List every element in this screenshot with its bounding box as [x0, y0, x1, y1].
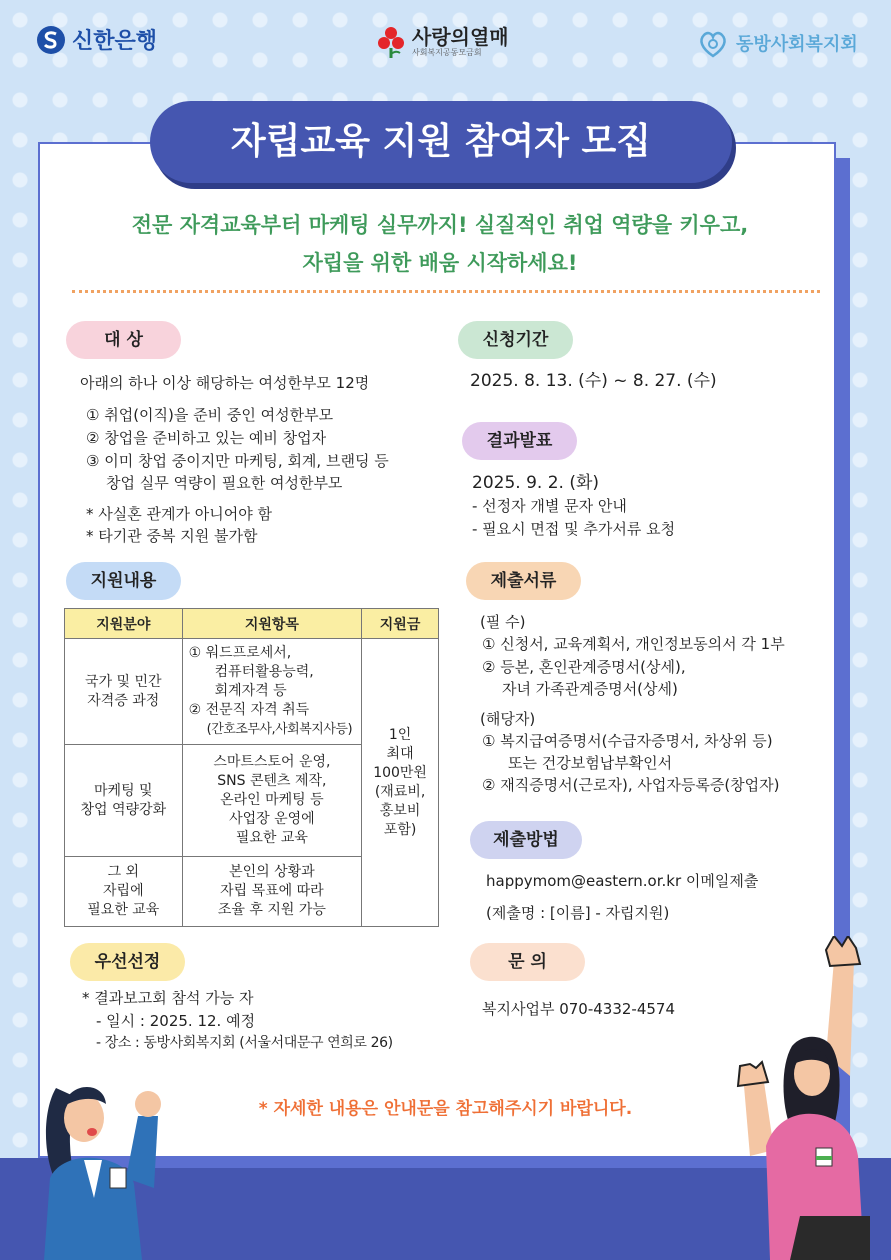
- col-header-field: 지원분야: [65, 609, 183, 639]
- priority-line-2: - 일시 : 2025. 12. 예정: [96, 1012, 256, 1030]
- support-amount: [362, 639, 439, 927]
- amount-line-4: (재료비,: [374, 783, 426, 800]
- row-1-item-1: ① 워드프로세서,: [188, 645, 292, 661]
- method-name: (제출명 : [이름] - 자립지원): [486, 904, 670, 922]
- intro-line-2: 자립을 위한 배움 시작하세요!: [302, 251, 578, 275]
- row-2-item-5: 필요한 교육: [235, 830, 308, 846]
- documents-applicable-label: (해당자): [480, 710, 536, 728]
- result-line-2: - 필요시 면접 및 추가서류 요청: [472, 520, 676, 538]
- documents-applicable-1: ① 복지급여증명서(수급자증명서, 차상위 등): [482, 732, 773, 750]
- row-2-item-2: SNS 콘텐츠 제작,: [217, 773, 327, 789]
- row-1-item-3: 회계자격 등: [214, 683, 287, 699]
- priority-line-1: * 결과보고회 참석 가능 자: [82, 989, 254, 1007]
- documents-applicable-2: ② 재직증명서(근로자), 사업자등록증(창업자): [482, 776, 780, 794]
- row-3-field-line-2: 자립에: [103, 883, 144, 899]
- dongbang-logo-text: 동방사회복지회: [736, 34, 858, 55]
- period-value: 2025. 8. 13. (수) ~ 8. 27. (수): [470, 371, 717, 391]
- priority-line-3: - 장소 : 동방사회복지회 (서울서대문구 연희로 26): [96, 1035, 393, 1051]
- target-note-1: * 사실혼 관계가 아니어야 함: [86, 505, 272, 523]
- row-2-field-line-1: 마케팅 및: [94, 782, 153, 799]
- contact-value: 복지사업부 070-4332-4574: [482, 1000, 676, 1018]
- support-table: [64, 608, 439, 927]
- amount-line-3: 100만원: [373, 764, 427, 781]
- result-line-1: - 선정자 개별 문자 안내: [472, 497, 627, 515]
- col-header-amount: 지원금: [362, 609, 439, 639]
- target-item-1: ① 취업(이직)을 준비 중인 여성한부모: [86, 406, 334, 424]
- target-summary: 아래의 하나 이상 해당하는 여성한부모 12명: [80, 374, 370, 392]
- love-fruit-logo-subtitle: 사회복지공동모금회: [412, 48, 482, 57]
- documents-applicable-1-cont: 또는 건강보험납부확인서: [508, 754, 673, 772]
- priority-heading: 우선선정: [70, 943, 185, 981]
- row-1-item-4: ② 전문직 자격 취득: [188, 702, 310, 718]
- contact-heading: 문 의: [470, 943, 585, 981]
- method-email: happymom@eastern.or.kr 이메일제출: [486, 872, 759, 890]
- shinhan-logo-icon: [36, 25, 66, 55]
- woman-right-illustration: [730, 936, 891, 1260]
- love-fruit-logo: [376, 24, 509, 60]
- col-header-item: 지원항목: [182, 609, 362, 639]
- documents-heading: 제출서류: [466, 562, 581, 600]
- result-heading: 결과발표: [462, 422, 577, 460]
- love-fruit-logo-title: 사랑의열매: [412, 25, 509, 49]
- row-3-field-line-3: 필요한 교육: [87, 902, 160, 918]
- table-row: [65, 639, 439, 745]
- woman-left-illustration: [34, 1068, 174, 1260]
- period-heading: 신청기간: [458, 321, 573, 359]
- intro-text: [60, 206, 820, 282]
- row-1-item-2: 컴퓨터활용능력,: [214, 664, 314, 680]
- result-date: 2025. 9. 2. (화): [472, 473, 600, 493]
- row-3-item-3: 조율 후 지원 가능: [217, 902, 326, 918]
- row-1-item-5: (간호조무사,사회복지사등): [206, 722, 353, 737]
- shinhan-logo: [36, 24, 157, 55]
- row-2-item-3: 온라인 마케팅 등: [220, 792, 324, 808]
- row-2-item-4: 사업장 운영에: [229, 811, 315, 827]
- row-3-item-1: 본인의 상황과: [229, 864, 315, 880]
- target-item-2: ② 창업을 준비하고 있는 예비 창업자: [86, 429, 327, 447]
- row-2-field: [65, 745, 183, 857]
- row-3-field-line-1: 그 외: [107, 864, 140, 880]
- dongbang-logo-icon: [696, 26, 730, 60]
- page-title: 자립교육 지원 참여자 모집: [150, 101, 732, 183]
- target-item-3-cont: 창업 실무 역량이 필요한 여성한부모: [106, 474, 343, 492]
- documents-required-1: ① 신청서, 교육계획서, 개인정보동의서 각 1부: [482, 635, 785, 653]
- support-table-header: [65, 609, 439, 639]
- amount-line-5: 홍보비: [379, 802, 421, 819]
- row-2-item-1: 스마트스토어 운영,: [213, 754, 331, 770]
- row-1-field-line-2: 자격증 과정: [87, 692, 160, 709]
- target-item-3: ③ 이미 창업 중이지만 마케팅, 회계, 브랜딩 등: [86, 452, 389, 470]
- dongbang-logo: [696, 26, 858, 60]
- shinhan-logo-text: 신한은행: [72, 29, 158, 54]
- row-3-items: [182, 857, 362, 927]
- target-note-2: * 타기관 중복 지원 불가함: [86, 527, 258, 545]
- amount-line-1: 1인: [388, 726, 412, 743]
- documents-required-2-cont: 자녀 가족관계증명서(상세): [502, 680, 678, 698]
- amount-line-6: 포함): [383, 821, 417, 838]
- row-3-item-2: 자립 목표에 따라: [220, 883, 324, 899]
- row-1-items: [182, 639, 362, 745]
- target-heading: 대 상: [66, 321, 181, 359]
- row-3-field: [65, 857, 183, 927]
- documents-required-2: ② 등본, 혼인관계증명서(상세),: [482, 658, 686, 676]
- support-heading: 지원내용: [66, 562, 181, 600]
- love-fruit-logo-icon: [376, 24, 406, 60]
- row-2-field-line-2: 창업 역량강화: [80, 801, 167, 818]
- amount-line-2: 최대: [386, 745, 414, 762]
- dotted-divider: [72, 290, 820, 293]
- documents-required-label: (필 수): [480, 613, 526, 631]
- method-heading: 제출방법: [470, 821, 582, 859]
- row-1-field-line-1: 국가 및 민간: [85, 673, 162, 690]
- row-2-items: [182, 745, 362, 857]
- intro-line-1: 전문 자격교육부터 마케팅 실무까지! 실질적인 취업 역량을 키우고,: [131, 213, 749, 237]
- footnote: * 자세한 내용은 안내문을 참고해주시기 바랍니다.: [258, 1099, 633, 1119]
- row-1-field: [65, 639, 183, 745]
